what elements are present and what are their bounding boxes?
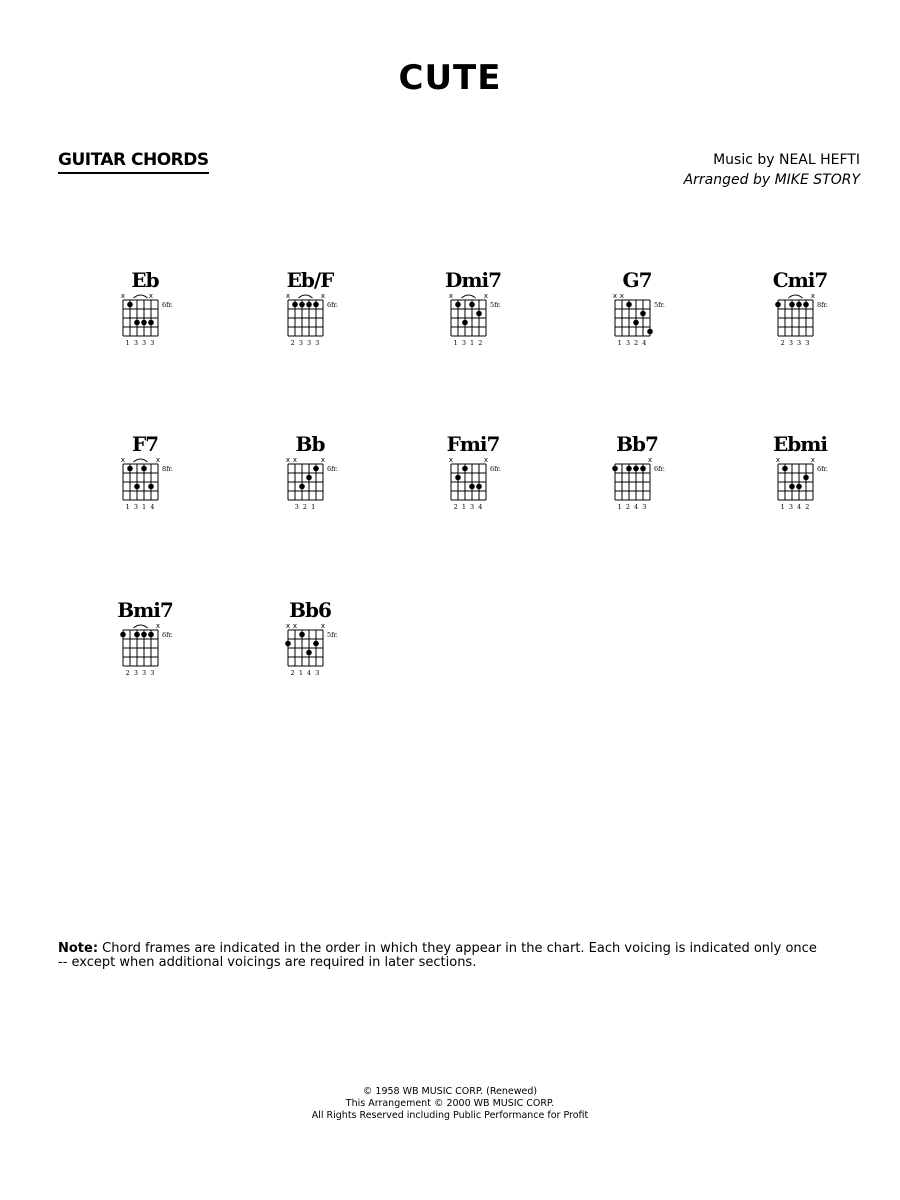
finger-dot [134,632,140,638]
mute-marker: x [148,292,154,300]
mute-marker: x [320,622,326,630]
mute-marker: x [810,292,816,300]
chord-diagram [607,268,697,368]
chord-diagram [280,598,370,698]
chord-name: Cmi7 [772,268,828,292]
mute-marker: x [285,456,291,464]
finger-dot [469,302,475,308]
section-label: GUITAR CHORDS [58,150,209,174]
finger-dot [803,302,809,308]
fretboard [115,290,205,362]
chord-name: Bb6 [289,598,331,622]
finger-dot [803,475,809,481]
fingering-label: 1 3 1 4 [125,503,156,511]
mute-marker: x [448,456,454,464]
copyright-line-2: This Arrangement © 2000 WB MUSIC CORP. [345,1098,555,1109]
finger-dot [306,475,312,481]
finger-dot [313,466,319,472]
fingering-label: 2 3 3 3 [125,669,156,677]
chord-name: Ebmi [773,432,827,456]
fret-label: 8fr. [162,465,174,473]
fingering-label: 3 2 1 [294,503,317,511]
chord-name: Eb/F [286,268,334,292]
finger-dot [120,632,126,638]
mute-marker: x [483,292,489,300]
fret-label: 6fr. [654,465,666,473]
fingering-label: 1 2 4 3 [617,503,648,511]
finger-dot [127,466,133,472]
mute-marker: x [155,456,161,464]
fret-label: 6fr. [327,301,339,309]
finger-dot [796,302,802,308]
fretboard [770,454,860,526]
arranger-credit: Arranged by MIKE STORY [683,172,860,188]
mute-marker: x [292,622,298,630]
finger-dot [476,311,482,317]
finger-dot [455,302,461,308]
finger-dot [285,641,291,647]
chord-diagram [770,268,860,368]
fingering-label: 1 3 1 2 [453,339,484,347]
fingering-label: 2 3 3 3 [780,339,811,347]
barre-arc [134,625,148,628]
fret-label: 5fr. [654,301,666,309]
finger-dot [476,484,482,490]
barre-arc [134,295,148,298]
chord-name: G7 [622,268,652,292]
fingering-label: 1 3 2 4 [617,339,648,347]
mute-marker: x [120,456,126,464]
finger-dot [134,484,140,490]
finger-dot [789,302,795,308]
fret-label: 5fr. [490,301,502,309]
fret-label: 6fr. [327,465,339,473]
fret-label: 5fr. [327,631,339,639]
finger-dot [141,466,147,472]
fingering-label: 1 3 3 3 [125,339,156,347]
chord-name: Eb [131,268,159,292]
chord-diagram [443,432,533,532]
finger-dot [313,641,319,647]
chord-diagram [443,268,533,368]
fretboard [280,454,370,526]
chord-diagram [115,432,205,532]
copyright [0,1086,900,1122]
chord-name: Bb7 [616,432,658,456]
finger-dot [462,320,468,326]
fingering-label: 2 3 3 3 [290,339,321,347]
copyright-line-3: All Rights Reserved including Public Performance for Profit [311,1110,589,1121]
music-credit: Music by NEAL HEFTI [713,152,860,168]
finger-dot [626,302,632,308]
chord-diagram [115,598,205,698]
copyright-line-1: © 1958 WB MUSIC CORP. (Renewed) [362,1086,538,1097]
finger-dot [789,484,795,490]
chord-name: Bb [295,432,325,456]
chord-name: Fmi7 [446,432,500,456]
mute-marker: x [320,292,326,300]
mute-marker: x [810,456,816,464]
finger-dot [292,302,298,308]
mute-marker: x [285,622,291,630]
note-text: Chord frames are indicated in the order in which they appear in the chart. Each voicing is indicated only once -- except when additional voicings are required in later sections. [58,941,817,970]
finger-dot [148,320,154,326]
mute-marker: x [483,456,489,464]
chord-name: Bmi7 [117,598,173,622]
finger-dot [612,466,618,472]
mute-marker: x [775,456,781,464]
finger-dot [313,302,319,308]
finger-dot [626,466,632,472]
finger-dot [796,484,802,490]
finger-dot [633,320,639,326]
finger-dot [306,302,312,308]
finger-dot [647,329,653,335]
barre-arc [462,295,476,298]
finger-dot [299,484,305,490]
finger-dot [455,475,461,481]
barre-arc [299,295,313,298]
fretboard [770,290,860,362]
fretboard [280,290,370,362]
finger-dot [148,632,154,638]
finger-dot [640,311,646,317]
finger-dot [462,466,468,472]
mute-marker: x [285,292,291,300]
fretboard [443,290,533,362]
chord-diagram [607,432,697,532]
page-title: CUTE [398,58,502,98]
chord-diagram [770,432,860,532]
finger-dot [469,484,475,490]
finger-dot [299,632,305,638]
finger-dot [306,650,312,656]
fretboard [607,290,697,362]
mute-marker: x [448,292,454,300]
finger-dot [633,466,639,472]
finger-dot [134,320,140,326]
chord-diagram [280,432,370,532]
credits [684,150,860,190]
fretboard [115,620,205,692]
mute-marker: x [647,456,653,464]
finger-dot [141,320,147,326]
chord-diagram [280,268,370,368]
fret-label: 6fr. [490,465,502,473]
fretboard [115,454,205,526]
mute-marker: x [292,456,298,464]
mute-marker: x [612,292,618,300]
chord-name: F7 [131,432,159,456]
barre-arc [134,459,148,462]
finger-dot [148,484,154,490]
barre-arc [789,295,803,298]
fingering-label: 2 1 3 4 [453,503,484,511]
mute-marker: x [155,622,161,630]
finger-dot [775,302,781,308]
mute-marker: x [120,292,126,300]
finger-dot [299,302,305,308]
finger-dot [127,302,133,308]
finger-dot [640,466,646,472]
finger-dot [141,632,147,638]
fingering-label: 1 3 4 2 [780,503,811,511]
fret-label: 6fr. [162,301,174,309]
mute-marker: x [619,292,625,300]
mute-marker: x [320,456,326,464]
fret-label: 6fr. [162,631,174,639]
fingering-label: 2 1 4 3 [290,669,321,677]
chord-diagram [115,268,205,368]
note [58,942,818,970]
fret-label: 6fr. [817,465,829,473]
note-label: Note: [58,941,99,956]
finger-dot [782,466,788,472]
fretboard [280,620,370,692]
fret-label: 8fr. [817,301,829,309]
fretboard [443,454,533,526]
chord-name: Dmi7 [444,268,502,292]
fretboard [607,454,697,526]
